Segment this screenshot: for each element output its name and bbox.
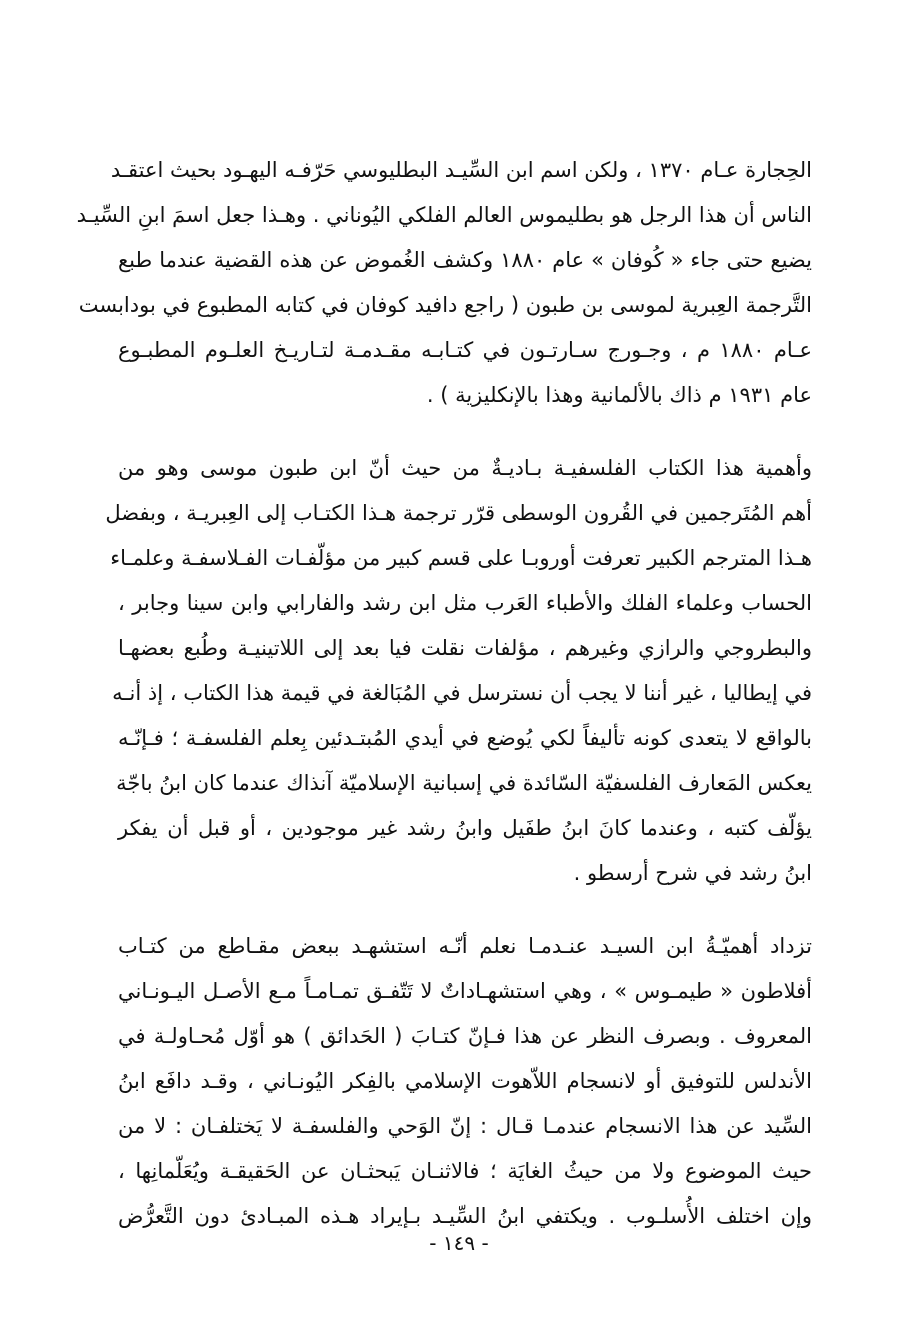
page-body	[76, 148, 812, 1239]
text-line: عام ١٩٣١ م ذاك بالألمانية وهذا بالإنكليزية ) .	[426, 383, 812, 407]
text-line: حيث الموضوع ولا من حيثُ الغايَة ؛ فالاثنـان يَبحثـان عن الحَقيقـة ويُعَلّمانِها ،	[118, 1159, 812, 1183]
text-line: يعكس المَعارف الفلسفيّة السّائدة في إسبانية الإسلاميّة آنذاك عندما كان ابنُ باجّة	[116, 771, 812, 795]
text-line: تزداد أهميّـةُ ابن السيـد عنـدمـا نعلم أنّـه استشهـد ببعض مقـاطع من كتـاب	[118, 934, 812, 958]
text-line: السِّيد عن هذا الانسجام عندمـا قـال : إنّ الوَحي والفلسفـة لا يَختلفـان : لا من	[118, 1114, 812, 1138]
text-line: ابنُ رشد في شرح أرسطو .	[573, 861, 812, 885]
paragraph-2	[105, 446, 812, 896]
text-line: والبطروجي والرازي وغيرهم ، مؤلفات نقلت فيا بعد إلى اللاتينيـة وطُبع بعضهـا	[118, 636, 812, 660]
text-line: في إيطاليا ، غير أننا لا يجب أن نسترسل في المُبَالغة في قيمة هذا الكتاب ، إذ أنـه	[112, 681, 812, 705]
text-line: الحساب وعلماء الفلك والأطباء العَرب مثل ابن رشد والفارابي وابن سينا وجابر ،	[118, 591, 812, 615]
text-line: وأهمية هذا الكتاب الفلسفيـة بـاديـةٌ من حيث أنّ ابن طبون موسى وهو من	[118, 456, 812, 480]
text-line: وإن اختلف الأُسلـوب . ويكتفي ابنُ السِّيـد بـإيراد هـذه المبـادئ دون التَّعرُّض	[118, 1204, 812, 1228]
text-line: التَّرجمة العِبرية لموسى بن طبون ( راجع دافيد كوفان في كتابه المطبوع في بودابست	[78, 293, 812, 317]
text-line: أهم المُتَرجمين في القُرون الوسطى قرّر ترجمة هـذا الكتـاب إلى العِبريـة ، وبفضل	[105, 501, 812, 525]
paragraph-3	[118, 924, 812, 1239]
text-line: يؤلّف كتبه ، وعندما كانَ ابنُ طفَيل وابنُ رشد غير موجودين ، أو قبل أن يفكر	[118, 816, 812, 840]
text-line: عـام ١٨٨٠ م ، وجـورج سـارتـون في كتـابـه مقـدمـة لتـاريـخ العلـوم المطبـوع	[118, 338, 812, 362]
page-number: - ١٤٩ -	[429, 1231, 489, 1255]
paragraph-1	[76, 148, 812, 418]
text-line: أفلاطون « طيمـوس » ، وهي استشهـاداتٌ لا تَتّفـق تمـامـاً مـع الأصـل اليـونـاني	[118, 979, 812, 1003]
text-line: هـذا المترجم الكبير تعرفت أوروبـا على قسم كبير من مؤلّفـات الفـلاسفـة وعلمـاء	[110, 546, 812, 570]
text-line: بالواقع لا يتعدى كونه تأليفاً لكي يُوضع في أيدي المُبتـدئين بِعلم الفلسفـة ؛ فـإنّـه	[118, 726, 812, 750]
text-line: الناس أن هذا الرجل هو بطليموس العالم الفلكي اليُوناني . وهـذا جعل اسمَ ابنِ السِّيـد	[76, 203, 812, 227]
text-line: المعروف . وبصرف النظر عن هذا فـإنّ كتـابَ ( الحَدائق ) هو أوّل مُحـاولـة في	[118, 1024, 812, 1048]
text-line: يضيع حتى جاء « كُوفان » عام ١٨٨٠ وكشف الغُموض عن هذه القضية عندما طبع	[118, 248, 812, 272]
text-line: الحِجارة عـام ١٣٧٠ ، ولكن اسم ابن السِّيـد البطليوسي حَرّفـه اليهـود بحيث اعتقـد	[110, 158, 812, 182]
text-line: الأندلس للتوفيق أو لانسجام اللاّهوت الإسلامي بالفِكر اليُونـاني ، وقـد دافَع ابنُ	[118, 1069, 812, 1093]
